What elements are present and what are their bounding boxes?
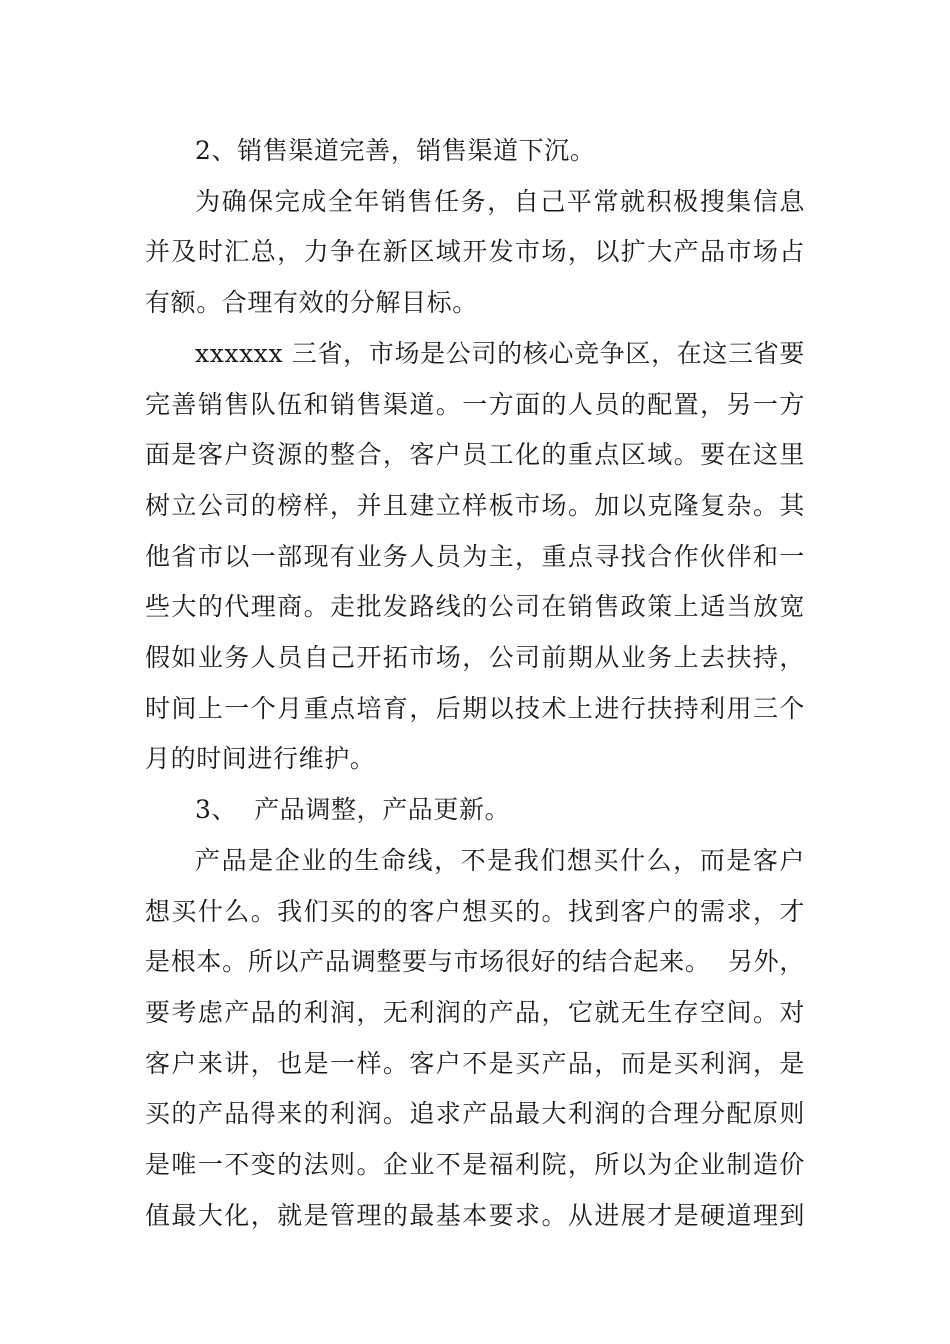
paragraph-three-provinces (145, 329, 805, 785)
paragraph-product-adjustment (145, 836, 805, 1242)
paragraph-line: 并及时汇总，力争在新区域开发市场，以扩大产品市场占 (145, 237, 805, 267)
paragraph-line: 树立公司的榜样，并且建立样板市场。加以克隆复杂。其 (145, 490, 805, 520)
document-body (145, 126, 805, 1241)
paragraph-line: xxxxxx 三省，市场是公司的核心竞争区，在这三省要 (195, 338, 805, 368)
paragraph-line: 月的时间进行维护。 (145, 744, 376, 774)
section-heading-2 (145, 126, 805, 177)
paragraph-line: 值最大化，就是管理的最基本要求。从进展才是硬道理到 (145, 1200, 805, 1230)
paragraph-line: 想买什么。我们买的的客户想买的。找到客户的需求，才 (145, 896, 805, 926)
paragraph-line: 完善销售队伍和销售渠道。一方面的人员的配置，另一方 (145, 389, 805, 419)
paragraph-line: 是根本。所以产品调整要与市场很好的结合起来。 另外， (145, 947, 805, 977)
heading-text: 2、销售渠道完善，销售渠道下沉。 (195, 136, 596, 165)
paragraph-line: 有额。合理有效的分解目标。 (145, 288, 478, 318)
paragraph-line: 要考虑产品的利润，无利润的产品，它就无生存空间。对 (145, 997, 805, 1027)
paragraph-line: 时间上一个月重点培育，后期以技术上进行扶持利用三个 (145, 693, 805, 723)
paragraph-line: 假如业务人员自己开拓市场，公司前期从业务上去扶持， (145, 643, 805, 673)
heading-text: 3、 产品调整，产品更新。 (195, 795, 511, 825)
section-heading-3 (145, 785, 805, 836)
paragraph-sales-target (145, 177, 805, 329)
paragraph-line: 客户来讲，也是一样。客户不是买产品，而是买利润，是 (145, 1048, 805, 1078)
paragraph-line: 为确保完成全年销售任务，自己平常就积极搜集信息 (195, 186, 805, 216)
paragraph-line: 面是客户资源的整合，客户员工化的重点区域。要在这里 (145, 440, 805, 470)
paragraph-line: 买的产品得来的利润。追求产品最大利润的合理分配原则 (145, 1099, 805, 1129)
paragraph-line: 产品是企业的生命线，不是我们想买什么，而是客户 (195, 845, 805, 875)
paragraph-line: 些大的代理商。走批发路线的公司在销售政策上适当放宽 (145, 592, 805, 622)
paragraph-line: 他省市以一部现有业务人员为主，重点寻找合作伙伴和一 (145, 541, 805, 571)
paragraph-line: 是唯一不变的法则。企业不是福利院，所以为企业制造价 (145, 1150, 805, 1180)
